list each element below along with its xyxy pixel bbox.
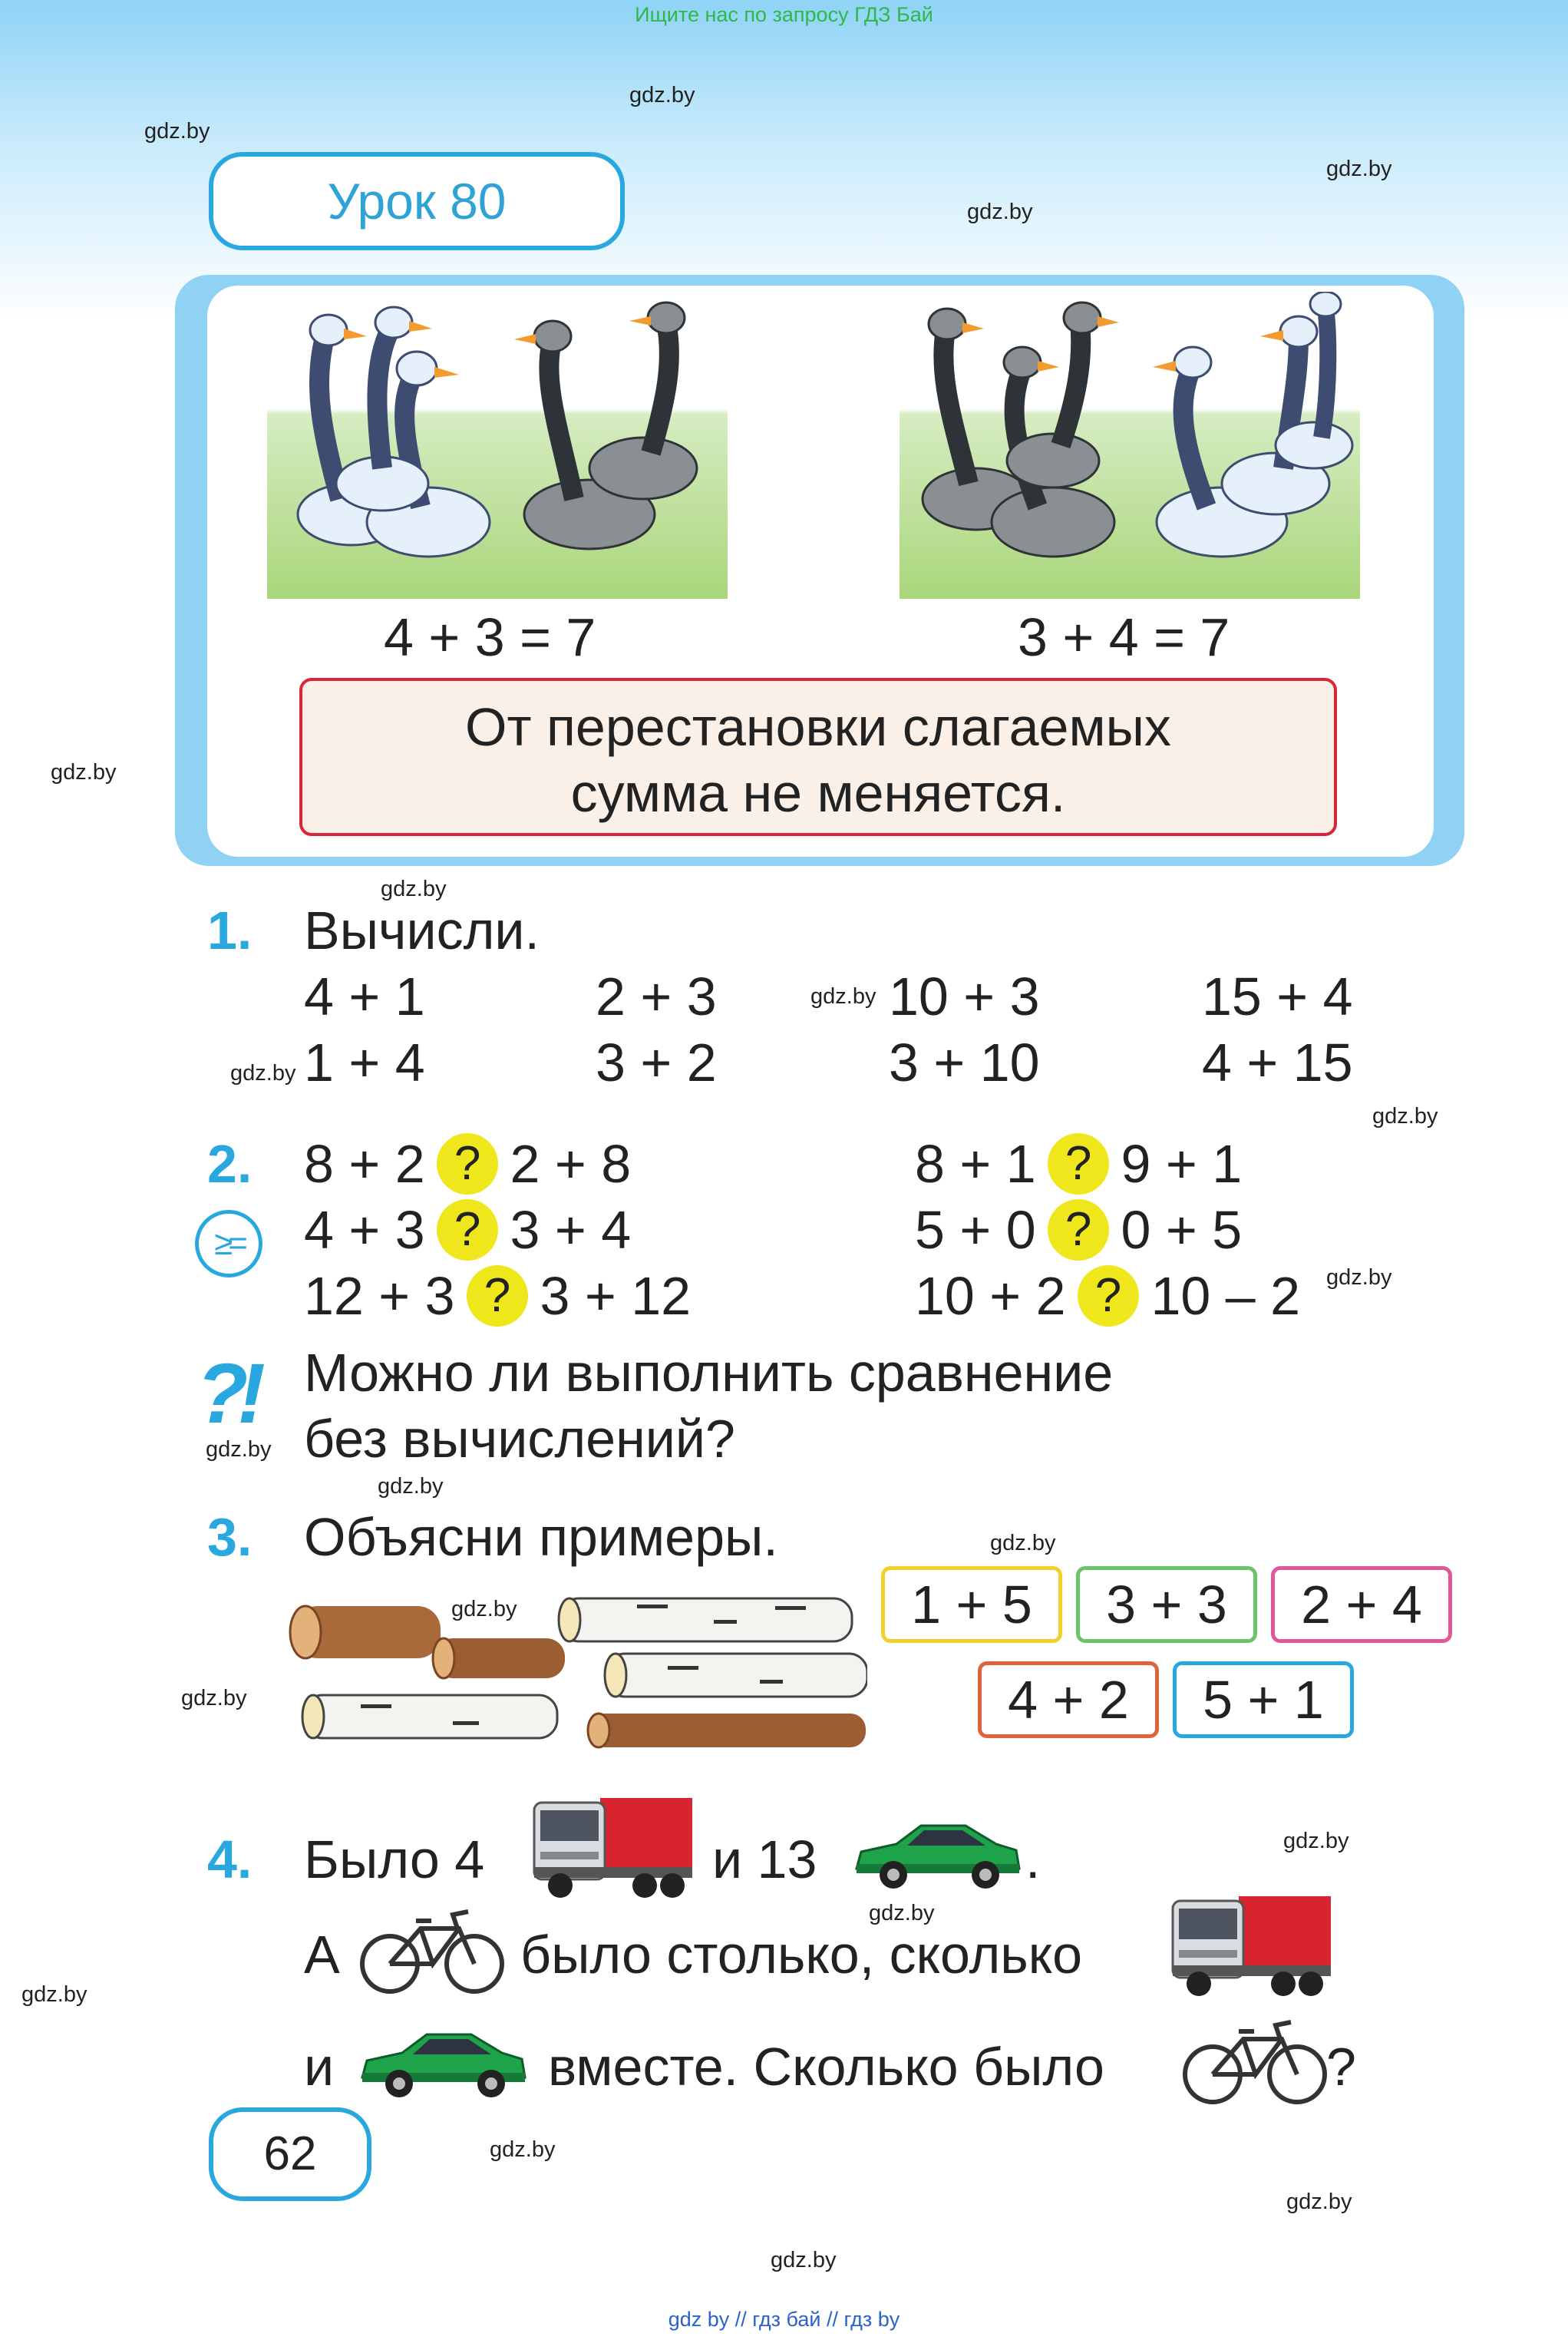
white-goose bbox=[1157, 292, 1352, 557]
compare-right-expr: 10 – 2 bbox=[1150, 1266, 1301, 1326]
task1-expr: 15 + 4 bbox=[1202, 967, 1353, 1026]
truck-icon bbox=[1168, 1886, 1334, 2001]
question-line-1: Можно ли выполнить сравнение bbox=[304, 1343, 1114, 1403]
compare-right-expr: 2 + 8 bbox=[510, 1134, 632, 1194]
grey-goose bbox=[524, 302, 697, 549]
watermark: gdz.by bbox=[1326, 1265, 1392, 1290]
task1-expr: 3 + 2 bbox=[596, 1033, 717, 1092]
compare-placeholder[interactable]: ? bbox=[437, 1199, 498, 1261]
watermark: gdz.by bbox=[144, 119, 210, 144]
compare-placeholder[interactable]: ? bbox=[1048, 1199, 1109, 1261]
bicycle-icon bbox=[359, 1898, 505, 1998]
logs-picture bbox=[284, 1589, 867, 1750]
task3-number: 3. bbox=[207, 1507, 253, 1567]
watermark: gdz.by bbox=[810, 984, 876, 1009]
watermark: gdz.by bbox=[771, 2248, 837, 2272]
equation-left: 4 + 3 = 7 bbox=[384, 607, 596, 667]
task4-text: было столько, сколько bbox=[520, 1925, 1083, 1985]
watermark: gdz.by bbox=[206, 1437, 272, 1462]
rule-line-1: От перестановки слагаемых bbox=[465, 697, 1171, 757]
geese-picture-left bbox=[267, 292, 728, 599]
rule-line-2: сумма не меняется. bbox=[570, 763, 1066, 823]
task3-title: Объясни примеры. bbox=[304, 1507, 778, 1567]
task4-text: и 13 bbox=[712, 1829, 817, 1889]
compare-right-expr: 9 + 1 bbox=[1121, 1134, 1243, 1194]
watermark: gdz.by bbox=[51, 760, 117, 785]
compare-left-expr: 10 + 2 bbox=[915, 1266, 1066, 1326]
watermark: gdz.by bbox=[1286, 2190, 1352, 2214]
task1-expr: 4 + 15 bbox=[1202, 1033, 1353, 1092]
compare-right-expr: 0 + 5 bbox=[1121, 1200, 1243, 1260]
task4-text: . bbox=[1025, 1829, 1041, 1889]
task4-text: и bbox=[304, 2037, 335, 2097]
compare-right-expr: 3 + 4 bbox=[510, 1200, 632, 1260]
top-note[interactable]: Ищите нас по запросу ГДЗ Бай bbox=[635, 3, 933, 26]
watermark: gdz.by bbox=[490, 2137, 556, 2162]
compare-row bbox=[915, 1199, 1242, 1265]
compare-placeholder[interactable]: ? bbox=[1048, 1133, 1109, 1195]
compare-row bbox=[304, 1199, 631, 1265]
task2-number: 2. bbox=[207, 1134, 253, 1194]
task1-expr: 3 + 10 bbox=[889, 1033, 1040, 1092]
task1-title: Вычисли. bbox=[304, 901, 540, 960]
sum-card: 4 + 2 bbox=[978, 1661, 1159, 1738]
task1-expr: 1 + 4 bbox=[304, 1033, 425, 1092]
rule-box bbox=[299, 678, 1337, 836]
watermark: gdz.by bbox=[381, 877, 447, 901]
question-line-2: без вычислений? bbox=[304, 1409, 735, 1469]
lesson-title: Урок 80 bbox=[209, 152, 625, 250]
white-goose bbox=[298, 307, 490, 557]
watermark: gdz.by bbox=[629, 83, 695, 107]
grey-goose bbox=[923, 302, 1114, 557]
bicycle-icon bbox=[1182, 2008, 1328, 2108]
task4-text: А bbox=[304, 1925, 340, 1985]
watermark: gdz.by bbox=[21, 1982, 87, 2007]
compare-left-expr: 8 + 1 bbox=[915, 1134, 1036, 1194]
compare-icon: ≥= bbox=[195, 1210, 262, 1277]
page-number: 62 bbox=[209, 2107, 371, 2201]
watermark: gdz.by bbox=[1283, 1829, 1349, 1853]
compare-row bbox=[915, 1265, 1300, 1331]
watermark: gdz.by bbox=[1326, 157, 1392, 181]
truck-icon bbox=[530, 1787, 695, 1902]
watermark: gdz.by bbox=[378, 1474, 444, 1499]
task1-expr: 10 + 3 bbox=[889, 967, 1040, 1026]
compare-row bbox=[915, 1133, 1242, 1199]
compare-placeholder[interactable]: ? bbox=[437, 1133, 498, 1195]
watermark: gdz.by bbox=[990, 1531, 1056, 1555]
geese-picture-right bbox=[900, 292, 1360, 599]
watermark: gdz.by bbox=[869, 1901, 935, 1925]
sum-card: 5 + 1 bbox=[1173, 1661, 1354, 1738]
car-icon bbox=[356, 2018, 528, 2102]
sum-card: 2 + 4 bbox=[1271, 1566, 1452, 1643]
car-icon bbox=[850, 1809, 1022, 1893]
watermark: gdz.by bbox=[1372, 1104, 1438, 1129]
compare-left-expr: 5 + 0 bbox=[915, 1200, 1036, 1260]
equation-right: 3 + 4 = 7 bbox=[1018, 607, 1230, 667]
compare-row bbox=[304, 1265, 691, 1331]
task4-text: Было 4 bbox=[304, 1829, 485, 1889]
compare-placeholder[interactable]: ? bbox=[467, 1265, 528, 1327]
task4-number: 4. bbox=[207, 1829, 253, 1889]
watermark: gdz.by bbox=[181, 1686, 247, 1710]
watermark: gdz.by bbox=[967, 200, 1033, 224]
footer-links[interactable]: gdz by // гдз бай // гдз by bbox=[668, 2308, 900, 2331]
task1-expr: 4 + 1 bbox=[304, 967, 425, 1026]
task1-expr: 2 + 3 bbox=[596, 967, 717, 1026]
compare-left-expr: 12 + 3 bbox=[304, 1266, 455, 1326]
task1-number: 1. bbox=[207, 901, 253, 960]
compare-left-expr: 4 + 3 bbox=[304, 1200, 425, 1260]
compare-row bbox=[304, 1133, 631, 1199]
watermark: gdz.by bbox=[230, 1061, 296, 1086]
watermark: gdz.by bbox=[451, 1597, 517, 1621]
task4-text: ? bbox=[1326, 2037, 1356, 2097]
question-icon: ?! bbox=[196, 1347, 255, 1441]
compare-placeholder[interactable]: ? bbox=[1078, 1265, 1139, 1327]
sum-card: 3 + 3 bbox=[1076, 1566, 1257, 1643]
sum-card: 1 + 5 bbox=[881, 1566, 1062, 1643]
compare-right-expr: 3 + 12 bbox=[540, 1266, 692, 1326]
task4-text: вместе. Сколько было bbox=[548, 2037, 1104, 2097]
compare-left-expr: 8 + 2 bbox=[304, 1134, 425, 1194]
